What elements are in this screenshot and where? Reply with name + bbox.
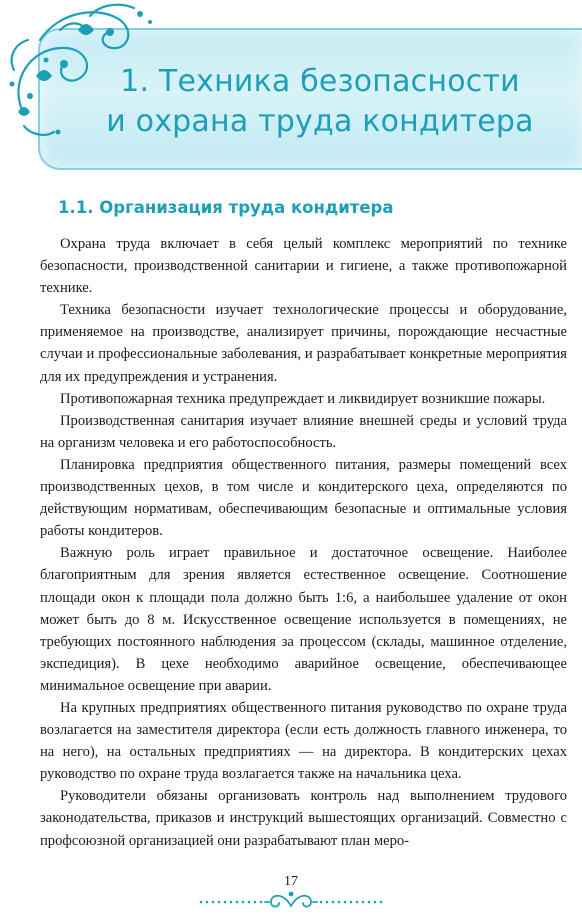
paragraph: Руководители обязаны организовать контроль над выполнением трудового законодательства, приказов и инструкций вышестоящих организаций. Совместно с профсоюзной организацией они разрабатывают план меро- xyxy=(40,788,567,849)
paragraph: Производственная санитария изучает влияние внешней среды и условий труда на организм человека и его работоспособность. xyxy=(40,412,567,451)
paragraph: Охрана труда включает в себя целый комплекс мероприятий по технике безопасности, производственной санитарии и гигиене, а также противопожарной технике. xyxy=(40,236,567,297)
paragraph: Противопожарная техника предупреждает и ликвидирует возникшие пожары. xyxy=(60,390,546,407)
paragraph: Важную роль играет правильное и достаточное освещение. Наиболее благоприятным для зрения является естественное освещение. Соотношение площади окон к площади пола должно быть 1:6, а наибольшее удаление от окон может быть до 8 м. Искусственное освещение используется в помещениях, не требующих постоянного наблюдения за процессом (склады, машинное отделение, экспедиция). В цехе необходимо аварийное освещение, обеспечивающее минимальное освещение при аварии. xyxy=(40,545,567,694)
paragraph: Техника безопасности изучает технологические процессы и оборудование, применяемое на производстве, анализирует причины, порождающие несчастные случаи и профессиональные заболевания, и разрабатывает конкретные мероприятия для их предупреждения и устранения. xyxy=(40,302,567,385)
chapter-title-line-2: и охрана труда кондитера xyxy=(106,104,534,139)
paragraph: Планировка предприятия общественного питания, размеры помещений всех производственных цехов, в том числе и кондитерского цеха, определяются по действующим нормативам, обеспечивающим безопасные и оптимальные условия работы кондитеров. xyxy=(40,456,567,540)
chapter-title xyxy=(80,62,560,142)
paragraph: На крупных предприятиях общественного питания руководство по охране труда возлагается на заместителя директора (если есть должность главного инженера, то на него), на остальных предприятиях — на директора. В кондитерских цехах руководство по охране труда возлагается также на начальника цеха. xyxy=(40,699,567,783)
body-text xyxy=(40,233,567,852)
dotted-flourish-icon xyxy=(195,886,387,912)
page-number: 17 xyxy=(284,874,298,889)
chapter-title-line-1: 1. Техника безопасности xyxy=(120,64,520,99)
section-heading: 1.1. Организация труда кондитера xyxy=(58,198,394,217)
